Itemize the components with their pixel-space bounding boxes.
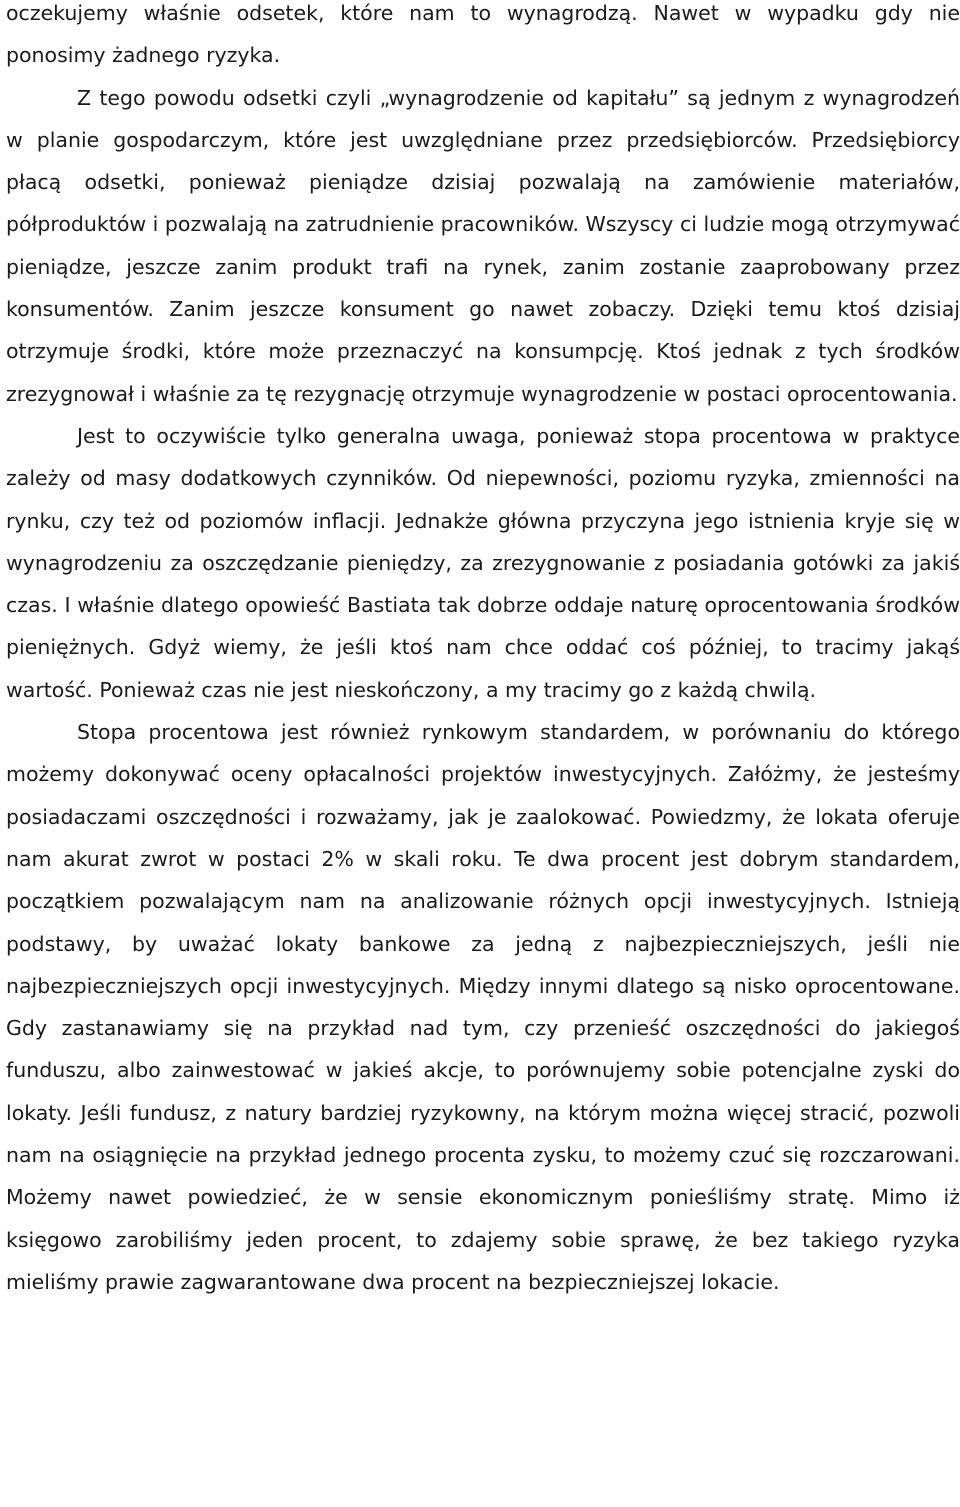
paragraph-general-remark: Jest to oczywiście tylko generalna uwaga, ponieważ stopa procentowa w praktyce zależy od masy dodatkowych czynników. Od niepewności, poziomu ryzyka, zmienności na rynku, czy też od poziomów inflacji. Jednakże główna przyczyna jego istnienia kryje się w wynagrodzeniu za oszczędzanie pieniędzy, za zrezygnowanie z posiadania gotówki za jakiś czas. I właśnie dlatego opowieść Bastiata tak dobrze oddaje naturę oprocentowania środków pieniężnych. Gdyż wiemy, że jeśli ktoś nam chce oddać coś później, to tracimy jakąś wartość. Ponieważ czas nie jest nieskończony, a my tracimy go z każdą chwilą.	[6, 423, 960, 702]
paragraph-continuation: oczekujemy właśnie odsetek, które nam to wynagrodzą. Nawet w wypadku gdy nie ponosimy żadnego ryzyka.	[6, 1, 960, 68]
document-body	[6, 0, 960, 1303]
paragraph-market-standard: Stopa procentowa jest również rynkowym standardem, w porównaniu do którego możemy dokonywać oceny opłacalności projektów inwestycyjnych. Załóżmy, że jesteśmy posiadaczami oszczędności i rozważamy, jak je zaalokować. Powiedzmy, że lokata oferuje nam akurat zwrot w postaci 2% w skali roku. Te dwa procent jest dobrym standardem, początkiem pozwalającym nam na analizowanie różnych opcji inwestycyjnych. Istnieją podstawy, by uważać lokaty bankowe za jedną z najbezpieczniejszych, jeśli nie najbezpieczniejszych opcji inwestycyjnych. Między innymi dlatego są nisko oprocentowane. Gdy zastanawiamy się na przykład nad tym, czy przenieść oszczędności do jakiegoś funduszu, albo zainwestować w jakieś akcje, to porównujemy sobie potencjalne zyski do lokaty. Jeśli fundusz, z natury bardziej ryzykowny, na którym można więcej stracić, pozwoli nam na osiągnięcie na przykład jednego procenta zysku, to możemy czuć się rozczarowani. Możemy nawet powiedzieć, że w sensie ekonomicznym ponieśliśmy stratę. Mimo iż księgowo zarobiliśmy jeden procent, to zdajemy sobie sprawę, że bez takiego ryzyka mieliśmy prawie zagwarantowane dwa procent na bezpieczniejszej lokacie.	[6, 720, 960, 1294]
paragraph-interest-as-wage: Z tego powodu odsetki czyli „wynagrodzenie od kapitału” są jednym z wynagrodzeń w planie gospodarczym, które jest uwzględniane przez przedsiębiorców. Przedsiębiorcy płacą odsetki, ponieważ pieniądze dzisiaj pozwalają na zamówienie materiałów, półproduktów i pozwalają na zatrudnienie pracowników. Wszyscy ci ludzie mogą otrzymywać pieniądze, jeszcze zanim produkt trafi na rynek, zanim zostanie zaaprobowany przez konsumentów. Zanim jeszcze konsument go nawet zobaczy. Dzięki temu ktoś dzisiaj otrzymuje środki, które może przeznaczyć na konsumpcję. Ktoś jednak z tych środków zrezygnował i właśnie za tę rezygnację otrzymuje wynagrodzenie w postaci oprocentowania.	[6, 85, 960, 406]
